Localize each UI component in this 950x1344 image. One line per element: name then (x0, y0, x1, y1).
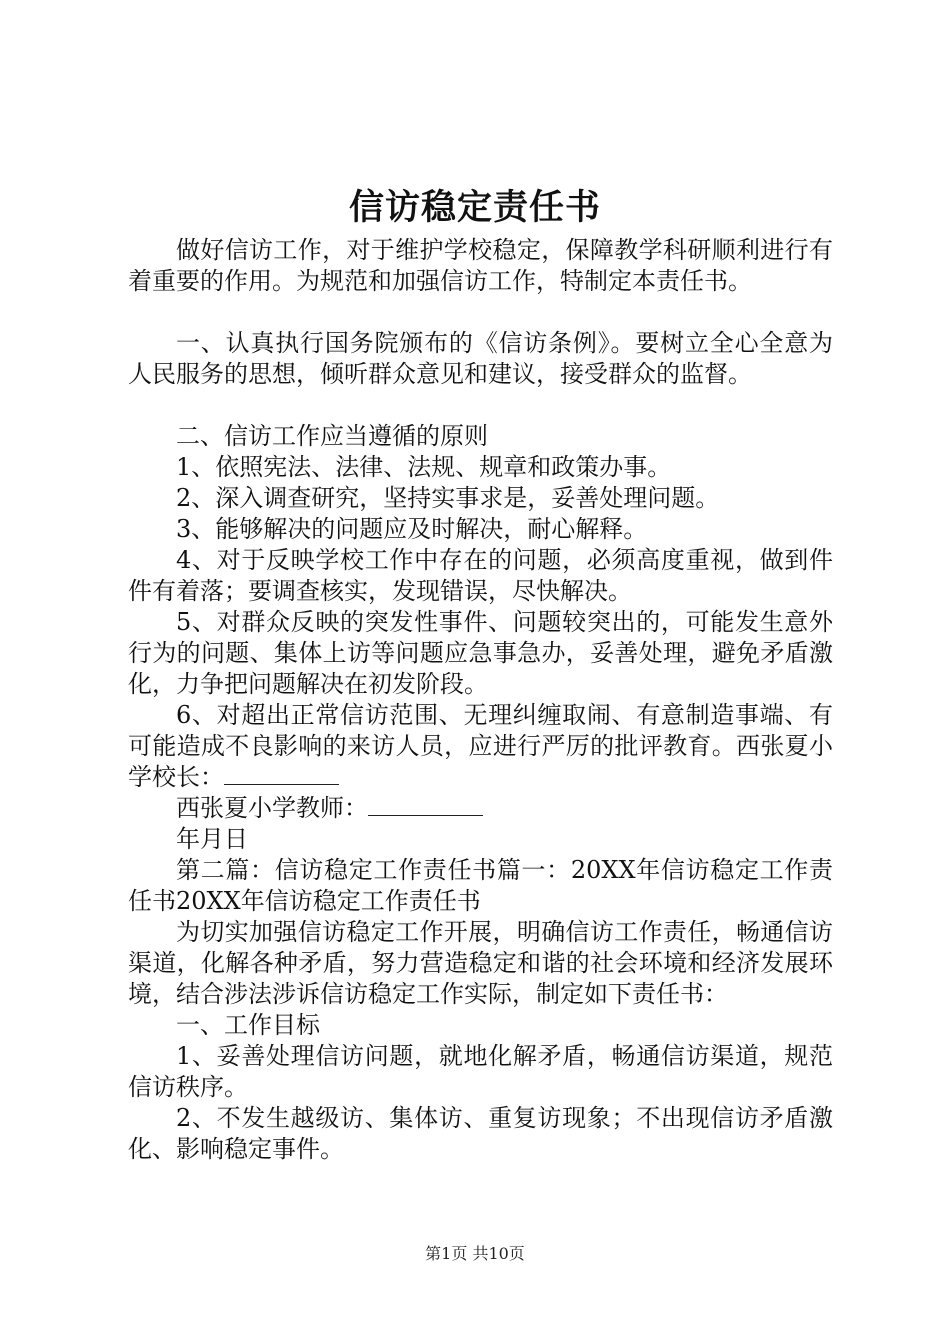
work-goal-2: 2、不发生越级访、集体访、重复访现象；不出现信访矛盾激化、影响稳定事件。 (128, 1104, 833, 1163)
principal-signature-blank (224, 762, 339, 785)
principle-2: 2、深入调查研究，坚持实事求是，妥善处理问题。 (176, 484, 720, 512)
teacher-signature-label: 西张夏小学教师： (176, 794, 368, 822)
work-goals-heading: 一、工作目标 (176, 1011, 320, 1039)
second-part-intro: 为切实加强信访稳定工作开展，明确信访工作责任，畅通信访渠道，化解各种矛盾，努力营造稳定和谐的社会环境和经济发展环境，结合涉法涉诉信访稳定工作实际，制定如下责任书： (128, 918, 833, 1008)
principle-5: 5、对群众反映的突发性事件、问题较突出的，可能发生意外行为的问题、集体上访等问题应急事急办，妥善处理，避免矛盾激化，力争把问题解决在初发阶段。 (128, 608, 833, 698)
section-1-paragraph: 一、认真执行国务院颁布的《信访条例》。要树立全心全意为人民服务的思想，倾听群众意见和建议，接受群众的监督。 (128, 329, 833, 388)
teacher-signature-line (128, 793, 833, 824)
principle-1: 1、依照宪法、法律、法规、规章和政策办事。 (176, 453, 672, 481)
section-2-heading: 二、信访工作应当遵循的原则 (176, 422, 488, 450)
principle-6-with-principal-signature (128, 700, 833, 793)
document-body (128, 235, 833, 1165)
page-number-footer: 第1页 共10页 (425, 1244, 525, 1263)
teacher-signature-blank (368, 793, 483, 816)
intro-paragraph: 做好信访工作，对于维护学校稳定，保障教学科研顺利进行有着重要的作用。为规范和加强信访工作，特制定本责任书。 (128, 236, 833, 295)
principle-4: 4、对于反映学校工作中存在的问题，必须高度重视，做到件件有着落；要调查核实，发现错误，尽快解决。 (128, 546, 833, 605)
second-part-heading: 第二篇：信访稳定工作责任书篇一：20XX年信访稳定工作责任书20XX年信访稳定工作责任书 (128, 856, 833, 915)
date-line: 年月日 (176, 825, 248, 853)
principle-6-text: 6、对超出正常信访范围、无理纠缠取闹、有意制造事端、有可能造成不良影响的来访人员，应进行严厉的批评教育。西张夏小学校长： (128, 701, 833, 791)
document-title: 信访稳定责任书 (348, 187, 601, 228)
principle-3: 3、能够解决的问题应及时解决，耐心解释。 (176, 515, 648, 543)
work-goal-1: 1、妥善处理信访问题，就地化解矛盾，畅通信访渠道，规范信访秩序。 (128, 1042, 833, 1101)
